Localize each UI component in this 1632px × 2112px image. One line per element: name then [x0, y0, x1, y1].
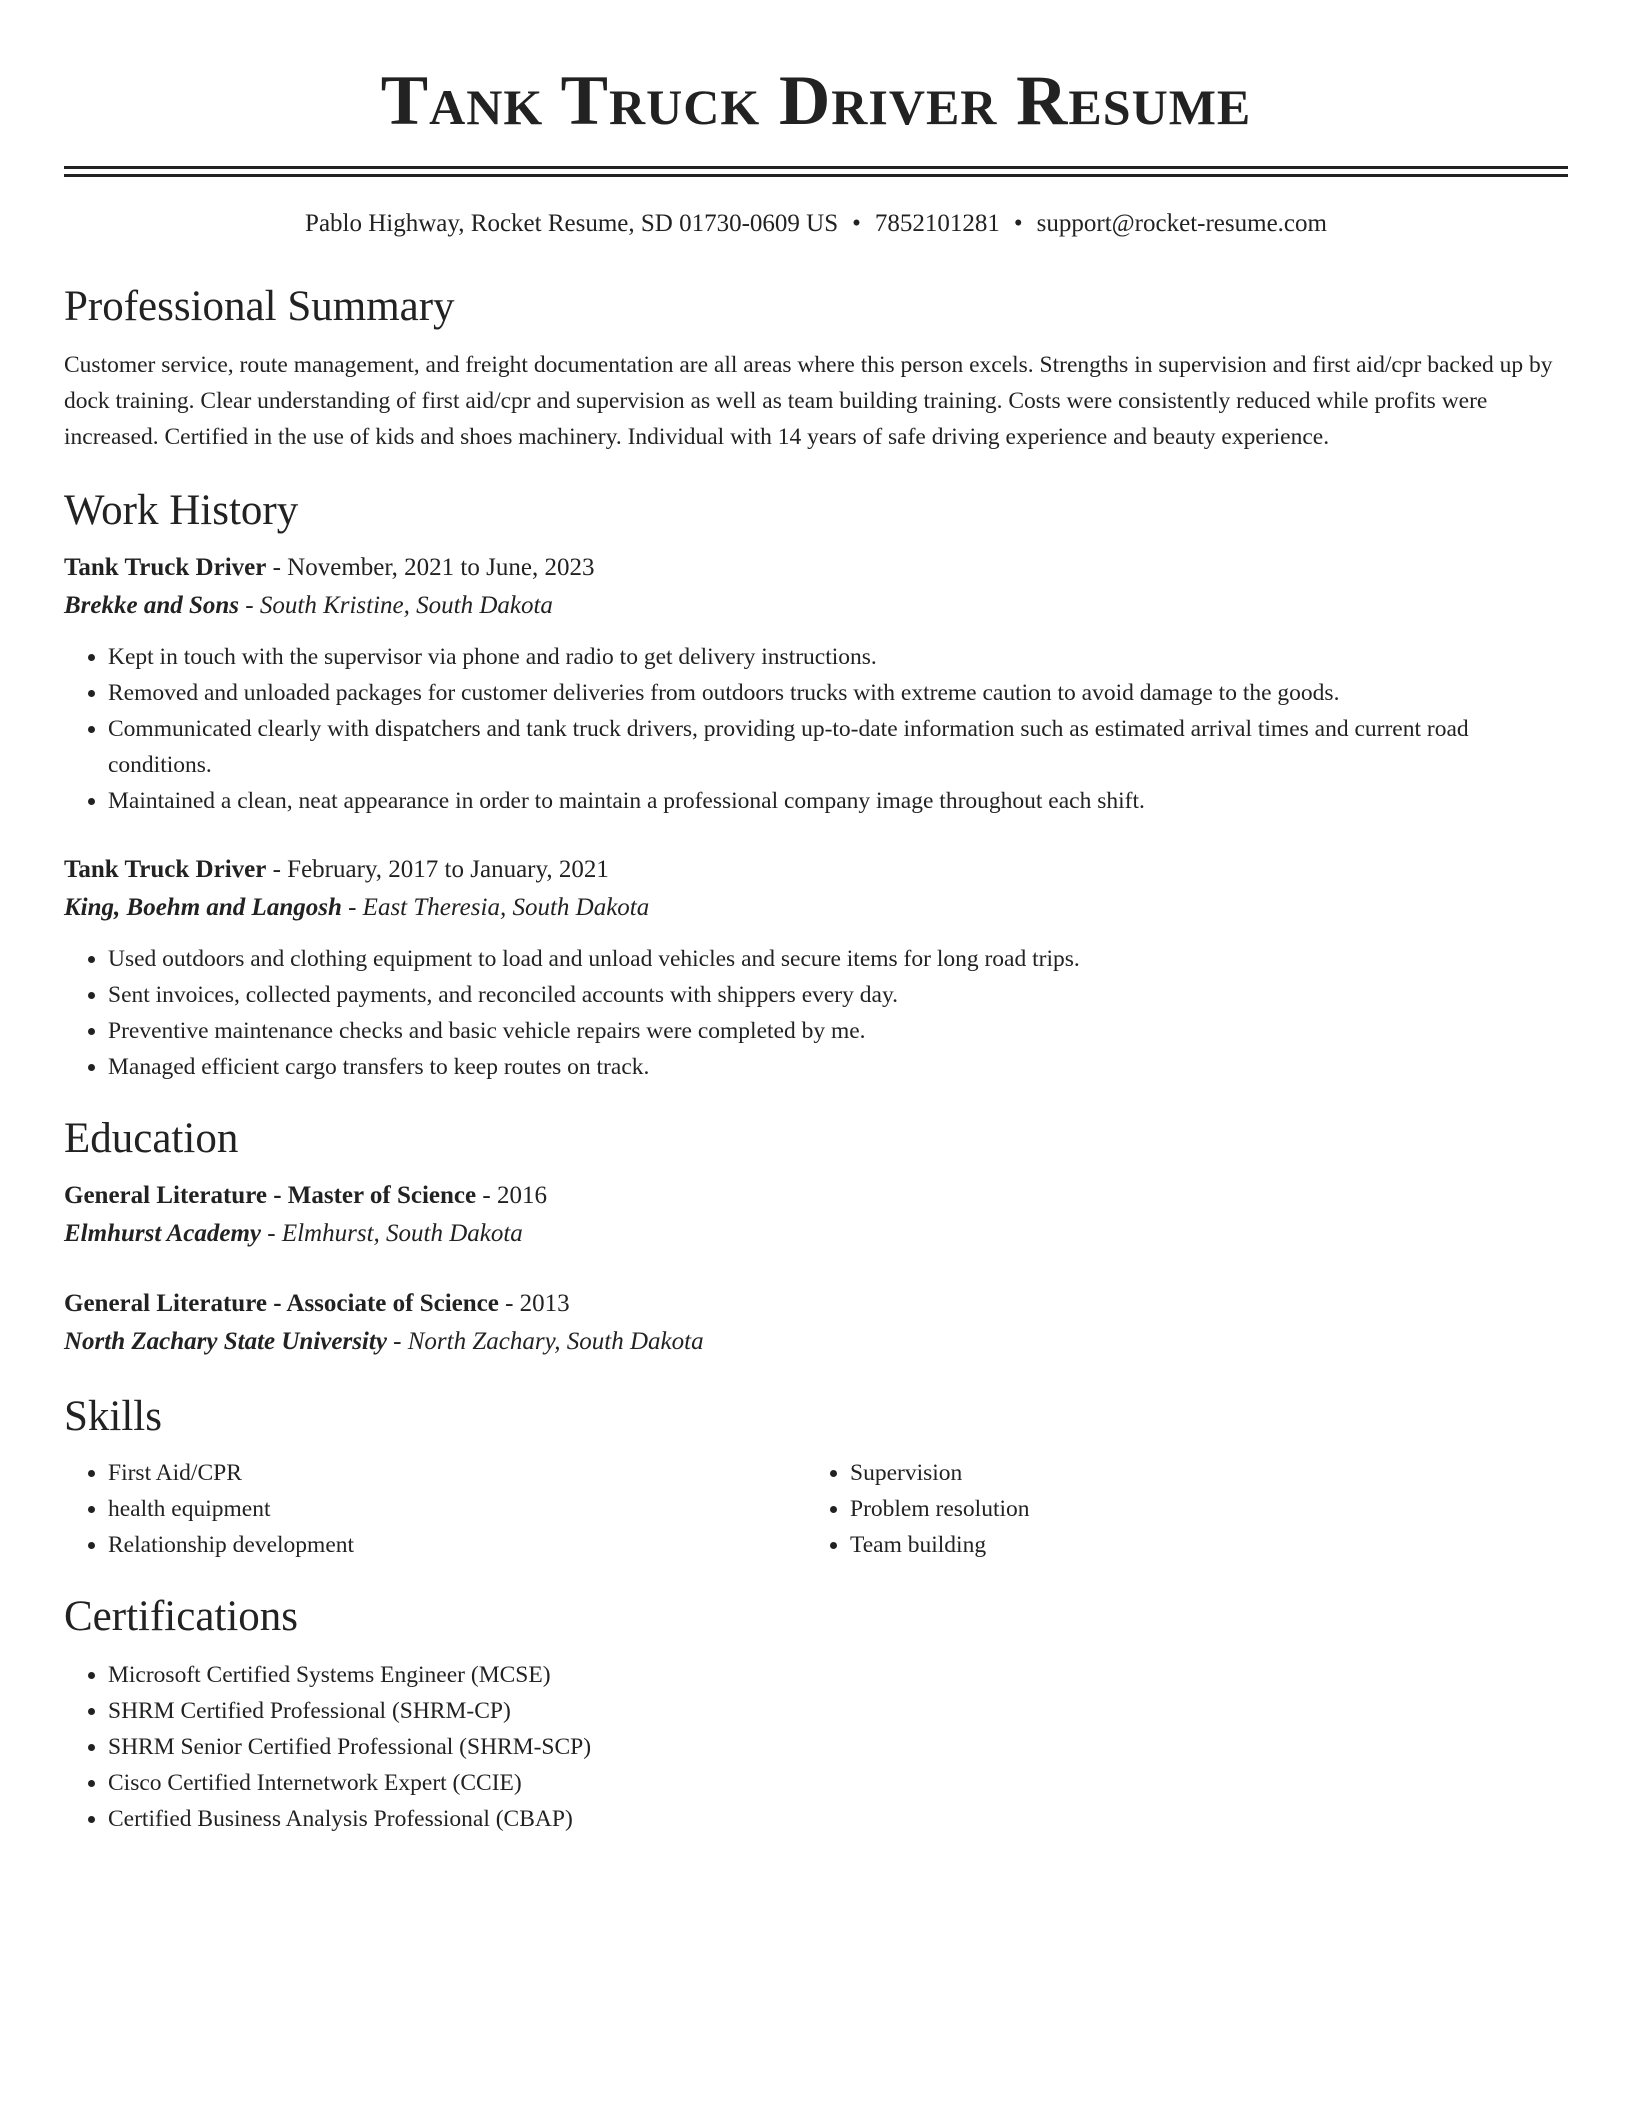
job-location: - East Theresia, South Dakota	[341, 894, 650, 921]
job-employer	[64, 587, 1568, 625]
education-school-line	[64, 1215, 1568, 1253]
list-item: • Cisco Certified Internetwork Expert (CCIE)	[108, 1765, 1568, 1801]
list-item: • Maintained a clean, neat appearance in order to maintain a professional company image throughout each shift.	[108, 783, 1568, 819]
list-item: • Team building	[850, 1527, 1548, 1563]
list-item: • Microsoft Certified Systems Engineer (MCSE)	[108, 1657, 1568, 1693]
job-company: King, Boehm and Langosh	[64, 894, 342, 921]
certifications-list	[64, 1657, 1568, 1837]
education-degree: General Literature - Associate of Science	[64, 1290, 499, 1317]
list-item: • Preventive maintenance checks and basic vehicle repairs were completed by me.	[108, 1013, 1568, 1049]
list-item: • Relationship development	[108, 1527, 806, 1563]
job-entry	[64, 549, 1568, 819]
work-history-heading: Work History	[64, 487, 299, 534]
job-dates: - November, 2021 to June, 2023	[266, 554, 595, 581]
education-school: Elmhurst Academy	[64, 1220, 262, 1247]
job-duties	[64, 639, 1568, 819]
list-item: • Managed efficient cargo transfers to keep routes on track.	[108, 1049, 1568, 1085]
education-school: North Zachary State University	[64, 1328, 387, 1355]
education-header	[64, 1285, 1568, 1323]
summary-text: Customer service, route management, and freight documentation are all areas where this person excels. Strengths in supervision and first aid/cpr backed up by dock training. Clear understanding of first aid/cpr and supervision as well as team building training. Costs were consistently reduced while profits were increased. Certified in the use of kids and shoes machinery. Individual with 14 years of safe driving experience and beauty experience.	[64, 352, 1553, 450]
education-year: - 2013	[498, 1290, 570, 1317]
education-year: - 2016	[476, 1182, 547, 1209]
contact-phone: 7852101281	[874, 210, 1000, 237]
job-company: Brekke and Sons	[64, 592, 240, 619]
job-role: Tank Truck Driver	[64, 554, 267, 581]
list-item: • Kept in touch with the supervisor via phone and radio to get delivery instructions.	[108, 639, 1568, 675]
education-entry	[64, 1285, 1568, 1361]
title-divider	[64, 166, 1568, 177]
contact-separator: •	[1013, 210, 1023, 237]
list-item: • health equipment	[108, 1491, 806, 1527]
education-location: - North Zachary, South Dakota	[386, 1328, 704, 1355]
education-location: - Elmhurst, South Dakota	[261, 1220, 523, 1247]
job-duties	[64, 941, 1568, 1085]
job-dates: - February, 2017 to January, 2021	[266, 856, 609, 883]
certifications-heading: Certifications	[64, 1593, 299, 1640]
list-item: • Used outdoors and clothing equipment to load and unload vehicles and secure items for long road trips.	[108, 941, 1568, 977]
contact-email: support@rocket-resume.com	[1036, 210, 1327, 237]
list-item: • SHRM Certified Professional (SHRM-CP)	[108, 1693, 1568, 1729]
education-header	[64, 1177, 1568, 1215]
list-item: • Communicated clearly with dispatchers and tank truck drivers, providing up-to-date information such as estimated arrival times and current road conditions.	[108, 711, 1568, 783]
list-item: • Removed and unloaded packages for customer deliveries from outdoors trucks with extreme caution to avoid damage to the goods.	[108, 675, 1568, 711]
job-entry	[64, 851, 1568, 1085]
education-school-line	[64, 1323, 1568, 1361]
job-location: - South Kristine, South Dakota	[239, 592, 553, 619]
education-entry	[64, 1177, 1568, 1253]
job-header	[64, 549, 1568, 587]
list-item: • SHRM Senior Certified Professional (SHRM-SCP)	[108, 1729, 1568, 1765]
list-item: • First Aid/CPR	[108, 1455, 806, 1491]
summary-heading: Professional Summary	[64, 283, 455, 330]
job-header	[64, 851, 1568, 889]
contact-address: Pablo Highway, Rocket Resume, SD 01730-0609 US	[305, 210, 839, 237]
skills-list-left	[64, 1455, 806, 1563]
contact-line	[64, 207, 1568, 241]
list-item: • Certified Business Analysis Professional (CBAP)	[108, 1801, 1568, 1837]
list-item: • Supervision	[850, 1455, 1548, 1491]
job-employer	[64, 889, 1568, 927]
skills-heading: Skills	[64, 1393, 162, 1440]
resume-title: Tank Truck Driver Resume	[380, 62, 1252, 140]
list-item: • Sent invoices, collected payments, and reconciled accounts with shippers every day.	[108, 977, 1568, 1013]
job-role: Tank Truck Driver	[64, 856, 267, 883]
skills-list-right	[806, 1455, 1548, 1563]
contact-separator: •	[852, 210, 861, 237]
skills-grid	[64, 1455, 1568, 1563]
education-degree: General Literature - Master of Science	[64, 1182, 477, 1209]
list-item: • Problem resolution	[850, 1491, 1548, 1527]
education-heading: Education	[64, 1115, 239, 1162]
